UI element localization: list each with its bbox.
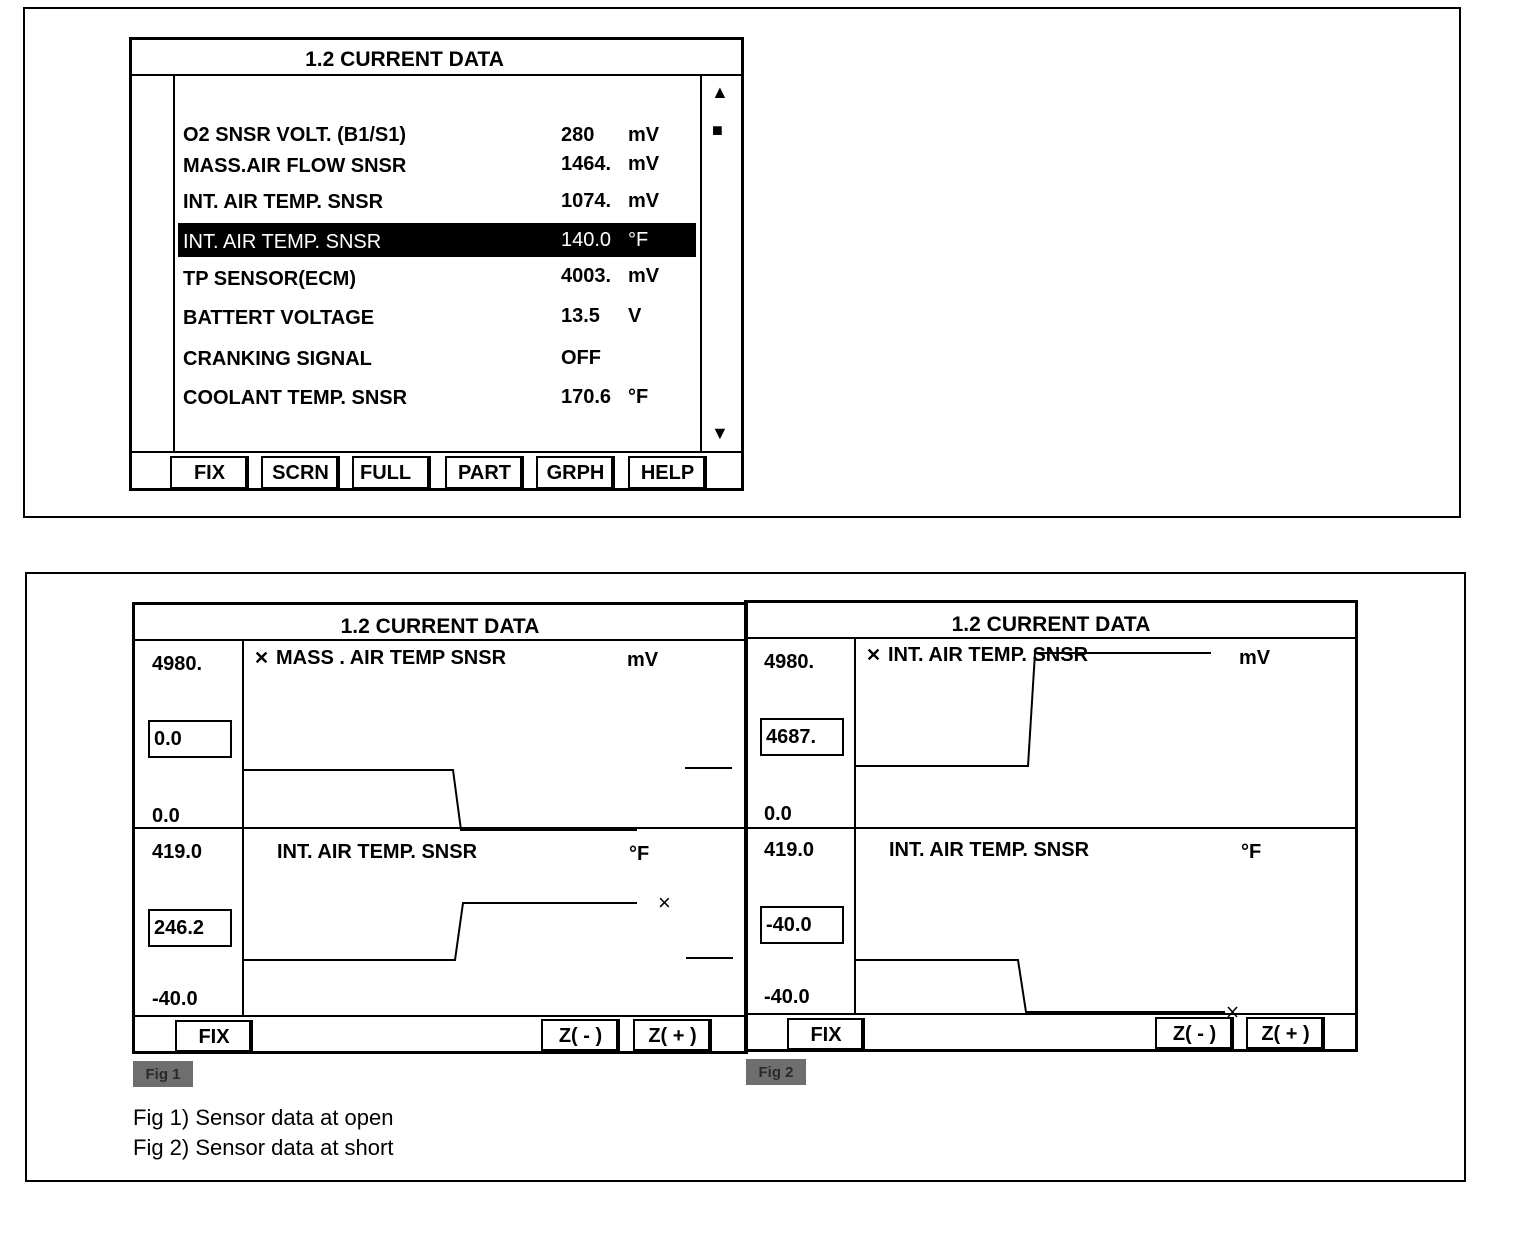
button-bar-divider [132, 451, 741, 453]
fix-button[interactable]: FIX [170, 456, 249, 491]
fig2-upper-unit: mV [1239, 647, 1271, 669]
fig2-label: Fig 2 [746, 1059, 806, 1085]
grph-button[interactable]: GRPH [536, 456, 615, 491]
row-value: OFF [561, 347, 601, 369]
full-button[interactable]: FULL [352, 456, 431, 491]
fig1-lower-max: 419.0 [152, 841, 203, 863]
row-value: 1074. [561, 190, 612, 212]
row-label: MASS.AIR FLOW SNSR [183, 155, 407, 177]
row-label: COOLANT TEMP. SNSR [183, 387, 408, 409]
fig2-lower-max: 419.0 [764, 839, 815, 861]
fig1-label: Fig 1 [133, 1061, 193, 1087]
fig1-upper-label: MASS . AIR TEMP SNSR [276, 647, 507, 669]
fig2-upper-label: INT. AIR TEMP. SNSR [888, 644, 1089, 666]
fig2-lower-current-value[interactable]: -40.0 [760, 906, 844, 944]
fig2-zoom-out-button[interactable]: Z( - ) [1155, 1017, 1234, 1051]
fig2-lower-min: -40.0 [764, 986, 810, 1008]
fig1-title: 1.2 CURRENT DATA [340, 615, 540, 638]
row-value: 1464. [561, 153, 612, 175]
scroll-down-icon[interactable]: ▼ [711, 423, 729, 443]
row-unit: °F [628, 386, 649, 408]
fig1-upper-current-value[interactable]: 0.0 [148, 720, 232, 758]
scroll-thumb-icon[interactable]: ■ [712, 120, 723, 140]
fig1-zoom-in-button[interactable]: Z( + ) [633, 1019, 712, 1053]
current-data-window [129, 37, 744, 491]
fig2-upper-min: 0.0 [764, 803, 792, 825]
fig1-upper-min: 0.0 [152, 805, 180, 827]
data-row[interactable] [178, 383, 696, 411]
row-value: 170.6 [561, 386, 612, 408]
fig1-lower-label: INT. AIR TEMP. SNSR [277, 841, 478, 863]
row-label: BATTERT VOLTAGE [183, 307, 375, 329]
fig1-upper-max: 4980. [152, 653, 203, 675]
data-row[interactable] [178, 344, 696, 372]
row-unit: °F [628, 229, 649, 251]
row-label: INT. AIR TEMP. SNSR [183, 231, 382, 253]
left-gutter-divider [173, 75, 175, 452]
row-value: 13.5 [561, 305, 600, 327]
caption-fig2: Fig 2) Sensor data at short [133, 1135, 394, 1160]
fig1-lower-unit: °F [629, 843, 650, 865]
row-unit: mV [628, 265, 660, 287]
row-label: O2 SNSR VOLT. (B1/S1) [183, 124, 407, 146]
row-unit: mV [628, 153, 660, 175]
title-divider [132, 74, 741, 76]
row-label: TP SENSOR(ECM) [183, 268, 356, 290]
fig2-lower-label: INT. AIR TEMP. SNSR [889, 839, 1090, 861]
row-unit: V [628, 305, 642, 327]
row-value: 4003. [561, 265, 612, 287]
scrn-button[interactable]: SCRN [261, 456, 340, 491]
row-unit: mV [628, 190, 660, 212]
scrollbar-divider [700, 75, 702, 452]
fig2-fix-button[interactable]: FIX [787, 1018, 865, 1052]
caption-fig1: Fig 1) Sensor data at open [133, 1105, 394, 1130]
fig1-lower-min: -40.0 [152, 988, 198, 1010]
fig2-lower-unit: °F [1241, 841, 1262, 863]
row-value: 280 [561, 124, 595, 146]
data-row[interactable] [178, 264, 696, 292]
fig1-upper-marker-icon: ✕ [254, 648, 270, 668]
data-row[interactable] [178, 151, 696, 179]
help-button[interactable]: HELP [628, 456, 707, 491]
row-unit: mV [628, 124, 660, 146]
scroll-up-icon[interactable]: ▲ [711, 82, 729, 102]
fig1-zoom-out-button[interactable]: Z( - ) [541, 1019, 620, 1053]
data-row-selected[interactable] [178, 223, 696, 257]
row-label: CRANKING SIGNAL [183, 348, 372, 370]
fig2-graph-window [744, 600, 1358, 1052]
row-value: 140.0 [561, 229, 612, 251]
data-row[interactable] [178, 120, 696, 148]
window-title: 1.2 CURRENT DATA [305, 48, 504, 71]
fig1-cursor-mark-icon: × [658, 890, 671, 915]
fig2-lower-trace [747, 603, 1355, 1055]
fig2-title: 1.2 CURRENT DATA [951, 613, 1151, 636]
data-row[interactable] [178, 303, 696, 331]
fig2-upper-marker-icon: ✕ [866, 645, 882, 665]
part-button[interactable]: PART [445, 456, 524, 491]
row-label: INT. AIR TEMP. SNSR [183, 191, 384, 213]
fig2-zoom-in-button[interactable]: Z( + ) [1246, 1017, 1325, 1051]
fig1-graph-window [132, 602, 748, 1054]
fig1-fix-button[interactable]: FIX [175, 1020, 253, 1054]
fig1-lower-current-value[interactable]: 246.2 [148, 909, 232, 947]
fig2-upper-max: 4980. [764, 651, 815, 673]
data-row[interactable] [178, 187, 696, 215]
fig1-upper-unit: mV [627, 649, 659, 671]
fig1-lower-trace [135, 605, 745, 1057]
fig2-upper-current-value[interactable]: 4687. [760, 718, 844, 756]
